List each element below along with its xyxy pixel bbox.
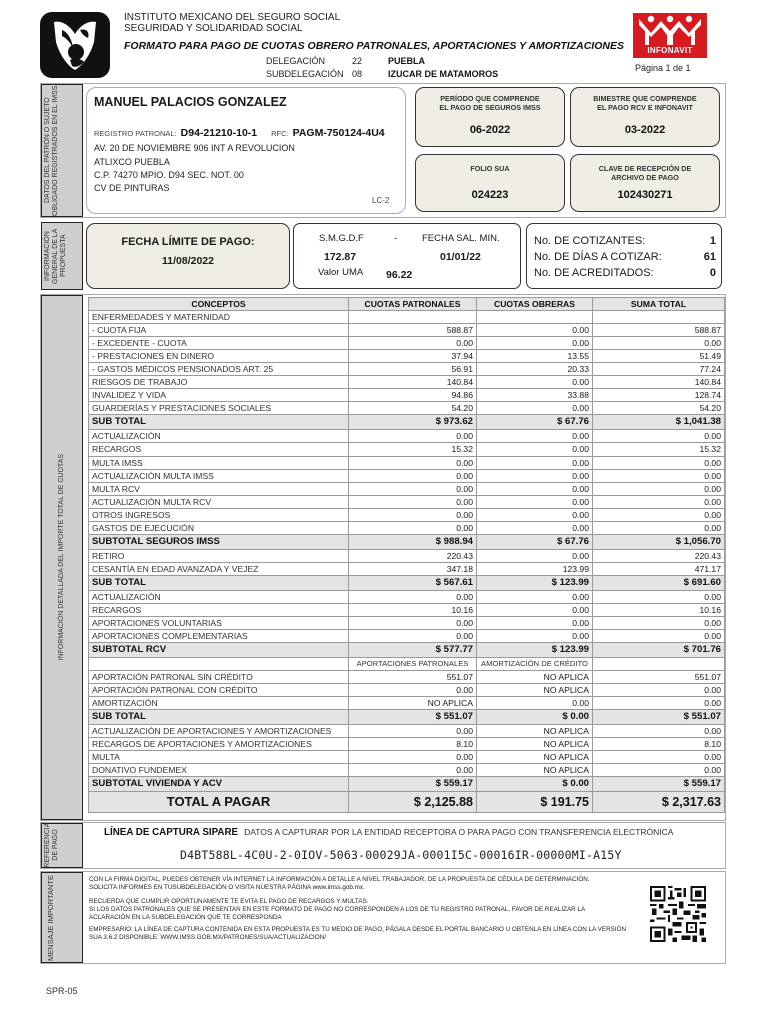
- mensaje-text: [89, 876, 626, 942]
- smgdf-value: 172.87: [324, 251, 357, 263]
- fecha-sal-label: FECHA SAL. MIN.: [422, 233, 500, 244]
- suma-total-cell: 551.07: [593, 671, 725, 684]
- clave-value: 102430271: [617, 189, 673, 201]
- concepto-cell: ACTUALIZACIÓN MULTA IMSS: [89, 469, 349, 482]
- table-row: [89, 443, 725, 456]
- table-row: [89, 495, 725, 508]
- cuotas-patronales-cell: $ 577.77: [349, 643, 477, 658]
- cuotas-obreras-cell: NO APLICA: [477, 671, 593, 684]
- mensaje-p2-line2: SI LOS DATOS PATRONALES QUE SE PRESENTAN EN ESTE FORMATO DE PAGO NO CORRESPONDEN A LOS DE TU REGISTRO PATRONAL, FAVOR DE REALIZAR LA: [89, 906, 586, 913]
- table-row: [89, 630, 725, 643]
- cuotas-obreras-cell: 0.00: [477, 603, 593, 616]
- cuotas-patronales-cell: 0.00: [349, 508, 477, 521]
- cuotas-obreras-cell: NO APLICA: [477, 738, 593, 751]
- suma-total-cell: $ 551.07: [593, 710, 725, 725]
- page-indicator: Página 1 de 1: [635, 63, 691, 73]
- fecha-limite-box: [86, 223, 290, 289]
- cuotas-patronales-cell: 588.87: [349, 324, 477, 337]
- table-row: [89, 616, 725, 629]
- cuotas-obreras-cell: 123.99: [477, 562, 593, 575]
- suma-total-cell: 0.00: [593, 456, 725, 469]
- cuotas-patronales-cell: APORTACIONES PATRONALES: [349, 658, 477, 671]
- cuotas-patronales-cell: 0.00: [349, 630, 477, 643]
- cuotas-patronales-cell: 56.91: [349, 363, 477, 376]
- cuotas-obreras-cell: 0.00: [477, 616, 593, 629]
- concepto-cell: RECARGOS: [89, 443, 349, 456]
- clave-label-2: ARCHIVO DE PAGO: [611, 172, 679, 182]
- header-suma-total: SUMA TOTAL: [593, 298, 725, 311]
- table-row: [89, 363, 725, 376]
- suma-total-cell: 51.49: [593, 350, 725, 363]
- suma-total-cell: 0.00: [593, 725, 725, 738]
- periodo-label-1: PERÍODO QUE COMPRENDE: [440, 94, 540, 103]
- side-label-patron: DATOS DEL PATRÓN O SUJETO OBLIGADO REGISTRADOS EN EL IMSS: [41, 84, 83, 217]
- suma-total-cell: 54.20: [593, 402, 725, 415]
- cuotas-obreras-cell: 20.33: [477, 363, 593, 376]
- fecha-sal-value: 01/01/22: [440, 251, 481, 263]
- subdelegacion-number: 08: [352, 69, 363, 79]
- concepto-cell: RECARGOS: [89, 603, 349, 616]
- cotizantes-box: [526, 223, 722, 289]
- dias-label: No. DE DÍAS A COTIZAR:: [534, 251, 662, 263]
- table-row: [89, 337, 725, 350]
- table-row: [89, 389, 725, 402]
- folio-label: FOLIO SUA: [470, 164, 510, 173]
- subtotal-row: [89, 777, 725, 792]
- suma-total-cell: $ 691.60: [593, 575, 725, 590]
- suma-total-cell: $ 701.76: [593, 643, 725, 658]
- folio-value: 024223: [471, 189, 509, 201]
- concepto-cell: ENFERMEDADES Y MATERNIDAD: [89, 311, 349, 324]
- cuotas-patronales-cell: 37.94: [349, 350, 477, 363]
- suma-total-cell: 15.32: [593, 443, 725, 456]
- cuotas-obreras-cell: NO APLICA: [477, 764, 593, 777]
- cuotas-obreras-cell: 0.00: [477, 402, 593, 415]
- registro-row: [94, 127, 385, 139]
- suma-total-cell: 471.17: [593, 562, 725, 575]
- concepto-cell: APORTACIÓN PATRONAL CON CRÉDITO: [89, 684, 349, 697]
- concepto-cell: DONATIVO FUNDEMEX: [89, 764, 349, 777]
- cuotas-patronales-cell: 140.84: [349, 376, 477, 389]
- table-row: [89, 671, 725, 684]
- suma-total-cell: 0.00: [593, 751, 725, 764]
- cuotas-obreras-cell: $ 191.75: [477, 792, 593, 813]
- delegacion-label: DELEGACIÓN: [266, 56, 326, 66]
- cuotas-obreras-cell: 0.00: [477, 337, 593, 350]
- address-line-2: ATLIXCO PUEBLA: [94, 157, 170, 167]
- concepto-cell: ACTUALIZACIÓN MULTA RCV: [89, 495, 349, 508]
- cuotas-patronales-cell: 94.86: [349, 389, 477, 402]
- smgdf-label: S.M.G.D.F: [319, 233, 364, 244]
- cuotas-patronales-cell: $ 988.94: [349, 534, 477, 549]
- side-label-detalle: INFORMACIÓN DETALLADA DEL IMPORTE TOTAL DE CUOTAS: [41, 295, 83, 820]
- concepto-cell: SUBTOTAL RCV: [89, 643, 349, 658]
- infonavit-logo: [633, 13, 707, 58]
- concepto-cell: SUBTOTAL SEGUROS IMSS: [89, 534, 349, 549]
- cuotas-patronales-cell: 347.18: [349, 562, 477, 575]
- periodo-value: 06-2022: [469, 124, 511, 136]
- bimestre-value: 03-2022: [624, 124, 666, 136]
- suma-total-cell: 220.43: [593, 549, 725, 562]
- suma-total-cell: 0.00: [593, 684, 725, 697]
- bimestre-box: [570, 87, 720, 147]
- mensaje-p3-line2: SUA 3.6.2 DISPONIBLE: WWW.IMSS.GOB.MX/PATRONES/SUA/ACTUALIZACION/: [89, 934, 326, 941]
- concepto-cell: RIESGOS DE TRABAJO: [89, 376, 349, 389]
- cuotas-patronales-cell: 0.00: [349, 337, 477, 350]
- cuotas-obreras-cell: [477, 311, 593, 324]
- concepto-cell: OTROS INGRESOS: [89, 508, 349, 521]
- table-row: [89, 350, 725, 363]
- header-conceptos: CONCEPTOS: [89, 298, 349, 311]
- infonavit-houses-icon: [633, 13, 707, 47]
- subtotal-row: [89, 643, 725, 658]
- suma-total-cell: $ 1,056.70: [593, 534, 725, 549]
- mensaje-p3-line1: EMPRESARIO: LA LÍNEA DE CAPTURA CONTENIDA EN ESTA PROPUESTA ES TU MEDIO DE PAGO, PÁGALA DESDE EL PORTAL BANCARIO U OBTENLA EN LÍNEA CON LA VERSIÓN: [89, 926, 627, 933]
- cuotas-obreras-cell: 33.88: [477, 389, 593, 402]
- cuotas-patronales-cell: 0.00: [349, 521, 477, 534]
- suma-total-cell: $ 1,041.38: [593, 415, 725, 430]
- side-label-referencia: REFERENCIA DE PAGO: [41, 823, 83, 868]
- table-row: [89, 521, 725, 534]
- institution-name: INSTITUTO MEXICANO DEL SEGURO SOCIAL: [124, 12, 341, 23]
- table-row: [89, 376, 725, 389]
- cuotas-obreras-cell: 0.00: [477, 495, 593, 508]
- mensaje-p1-line2: SOLICITA INFORMES EN TUSUBDELEGACIÓN O VISITA NUESTRA PÁGINA www.imss.gob.mx.: [89, 884, 365, 891]
- table-row: [89, 684, 725, 697]
- cuotas-patronales-cell: 0.00: [349, 616, 477, 629]
- side-label-mensaje: MENSAJE IMPORTANTE: [41, 872, 83, 963]
- rfc-value: PAGM-750124-4U4: [292, 127, 385, 139]
- uma-label: Valor UMA: [318, 267, 364, 278]
- suma-total-cell: 0.00: [593, 337, 725, 350]
- subtotal-row: [89, 534, 725, 549]
- cuotas-patronales-cell: 10.16: [349, 603, 477, 616]
- suma-total-cell: 0.00: [593, 521, 725, 534]
- cuotas-table: [88, 297, 725, 813]
- captura-line[interactable]: D4BT588L-4C0U-2-0IOV-5063-00029JA-0001I5C-00016IR-00000MI-A15Y: [180, 848, 622, 862]
- institution-subtitle: SEGURIDAD Y SOLIDARIDAD SOCIAL: [124, 23, 303, 34]
- activity: CV DE PINTURAS: [94, 183, 170, 193]
- concepto-cell: TOTAL A PAGAR: [89, 792, 349, 813]
- cuotas-patronales-cell: NO APLICA: [349, 697, 477, 710]
- suma-total-cell: 0.00: [593, 590, 725, 603]
- folio-box: [415, 154, 565, 212]
- table-row: [89, 725, 725, 738]
- cuotas-obreras-cell: 0.00: [477, 376, 593, 389]
- table-row: [89, 751, 725, 764]
- cuotas-patronales-cell: 54.20: [349, 402, 477, 415]
- cuotas-obreras-cell: $ 0.00: [477, 777, 593, 792]
- rfc-label: RFC:: [271, 129, 289, 138]
- cuotas-obreras-cell: $ 123.99: [477, 575, 593, 590]
- concepto-cell: SUB TOTAL: [89, 710, 349, 725]
- concepto-cell: SUBTOTAL VIVIENDA Y ACV: [89, 777, 349, 792]
- cuotas-obreras-cell: NO APLICA: [477, 725, 593, 738]
- concepto-cell: - PRESTACIONES EN DINERO: [89, 350, 349, 363]
- concepto-cell: SUB TOTAL: [89, 575, 349, 590]
- concepto-cell: - CUOTA FIJA: [89, 324, 349, 337]
- concepto-cell: SUB TOTAL: [89, 415, 349, 430]
- concepto-cell: RECARGOS DE APORTACIONES Y AMORTIZACIONES: [89, 738, 349, 751]
- side-label-general: INFORMACIÓN GENERAL DE LA PROPUESTA: [41, 222, 83, 290]
- dias-value: 61: [703, 251, 716, 263]
- concepto-cell: ACTUALIZACIÓN: [89, 590, 349, 603]
- dash: -: [394, 233, 398, 244]
- subheader-row: [89, 658, 725, 671]
- acreditados-label: No. DE ACREDITADOS:: [534, 267, 654, 279]
- cuotas-obreras-cell: 0.00: [477, 508, 593, 521]
- cuotas-obreras-cell: 0.00: [477, 324, 593, 337]
- suma-total-cell: 0.00: [593, 697, 725, 710]
- header-cuotas-patronales: CUOTAS PATRONALES: [349, 298, 477, 311]
- clave-box: [570, 154, 720, 212]
- address-line-3: C.P. 74270 MPIO. D94 SEC. NOT. 00: [94, 170, 244, 180]
- concepto-cell: INVALIDEZ Y VIDA: [89, 389, 349, 402]
- imss-logo: [40, 12, 110, 78]
- cuotas-patronales-cell: 0.00: [349, 751, 477, 764]
- cuotas-patronales-cell: 15.32: [349, 443, 477, 456]
- subtotal-row: [89, 415, 725, 430]
- cuotas-obreras-cell: 0.00: [477, 549, 593, 562]
- suma-total-cell: 128.74: [593, 389, 725, 402]
- cuotas-patronales-cell: 8.10: [349, 738, 477, 751]
- cuotas-patronales-cell: $ 973.62: [349, 415, 477, 430]
- concepto-cell: APORTACIONES COMPLEMENTARIAS: [89, 630, 349, 643]
- subtotal-row: [89, 710, 725, 725]
- concepto-cell: APORTACIONES VOLUNTARIAS: [89, 616, 349, 629]
- cuotas-patronales-cell: 0.00: [349, 495, 477, 508]
- cuotas-obreras-cell: $ 67.76: [477, 534, 593, 549]
- captura-description: DATOS A CAPTURAR POR LA ENTIDAD RECEPTORA O PARA PAGO CON TRANSFERENCIA ELECTRÓNICA: [244, 827, 674, 837]
- table-row: [89, 469, 725, 482]
- mensaje-p1-line1: CON LA FIRMA DIGITAL, PUEDES OBTENER VÍA INTERNET LA INFORMACIÓN A DETALLE A NIVEL TRABAJADOR, DE LA PROPUESTA DE CÉDULA DE DETERMINACIÓN.: [89, 876, 590, 883]
- infonavit-logo-text: INFONAVIT: [647, 46, 693, 55]
- cuotas-patronales-cell: 551.07: [349, 671, 477, 684]
- mensaje-p2-line3: ACLARACIÓN EN LA SUBDELEGACIÓN QUE TE CORRESPONDA: [89, 914, 282, 921]
- cuotas-obreras-cell: 0.00: [477, 430, 593, 443]
- table-row: [89, 311, 725, 324]
- bimestre-label-1: BIMESTRE QUE COMPRENDE: [593, 94, 697, 103]
- subdelegacion-name: IZUCAR DE MATAMOROS: [388, 69, 499, 79]
- cuotas-obreras-cell: 0.00: [477, 482, 593, 495]
- suma-total-cell: 0.00: [593, 508, 725, 521]
- delegacion-number: 22: [352, 56, 363, 66]
- suma-total-cell: $ 2,317.63: [593, 792, 725, 813]
- delegacion-name: PUEBLA: [388, 56, 426, 66]
- concepto-cell: MULTA RCV: [89, 482, 349, 495]
- cuotas-obreras-cell: 0.00: [477, 456, 593, 469]
- cuotas-patronales-cell: 0.00: [349, 430, 477, 443]
- table-row: [89, 324, 725, 337]
- concepto-cell: ACTUALIZACIÓN: [89, 430, 349, 443]
- table-row: [89, 430, 725, 443]
- cuotas-patronales-cell: $ 2,125.88: [349, 792, 477, 813]
- cuotas-patronales-cell: 0.00: [349, 456, 477, 469]
- cuotas-obreras-cell: 0.00: [477, 443, 593, 456]
- table-row: [89, 549, 725, 562]
- uma-value: 96.22: [386, 269, 413, 281]
- periodo-box: [415, 87, 565, 147]
- cuotas-obreras-cell: NO APLICA: [477, 751, 593, 764]
- suma-total-cell: 588.87: [593, 324, 725, 337]
- suma-total-cell: 0.00: [593, 616, 725, 629]
- suma-total-cell: 77.24: [593, 363, 725, 376]
- cuotas-patronales-cell: 0.00: [349, 684, 477, 697]
- suma-total-cell: 0.00: [593, 482, 725, 495]
- bimestre-label-2: EL PAGO RCV E INFONAVIT: [597, 102, 693, 112]
- suma-total-cell: 0.00: [593, 764, 725, 777]
- cuotas-obreras-cell: AMORTIZACIÓN DE CRÉDITO: [477, 658, 593, 671]
- suma-total-cell: 0.00: [593, 430, 725, 443]
- subtotal-row: [89, 575, 725, 590]
- cuotas-patronales-cell: $ 559.17: [349, 777, 477, 792]
- cuotas-patronales-cell: [349, 311, 477, 324]
- concepto-cell: GASTOS DE EJECUCIÓN: [89, 521, 349, 534]
- suma-total-cell: 0.00: [593, 469, 725, 482]
- cuotas-obreras-cell: 13.55: [477, 350, 593, 363]
- suma-total-cell: $ 559.17: [593, 777, 725, 792]
- suma-total-cell: 140.84: [593, 376, 725, 389]
- table-row: [89, 590, 725, 603]
- cuotas-obreras-cell: $ 0.00: [477, 710, 593, 725]
- mensaje-p2-line1: RECUERDA QUE CUMPLIR OPORTUNAMENTE TE EVITA EL PAGO DE RECARGOS Y MULTAS.: [89, 898, 369, 905]
- cuotas-obreras-cell: $ 67.76: [477, 415, 593, 430]
- subdelegacion-label: SUBDELEGACIÓN: [266, 69, 344, 79]
- concepto-cell: CESANTÍA EN EDAD AVANZADA Y VEJEZ: [89, 562, 349, 575]
- concepto-cell: - EXCEDENTE - CUOTA: [89, 337, 349, 350]
- captura-header: [104, 827, 673, 838]
- captura-title: LÍNEA DE CAPTURA SIPARE: [104, 827, 239, 838]
- table-row: [89, 402, 725, 415]
- table-header-row: [89, 298, 725, 311]
- lc-code: LC-2: [372, 196, 390, 205]
- table-row: [89, 764, 725, 777]
- cuotas-patronales-cell: 0.00: [349, 725, 477, 738]
- form-title: FORMATO PARA PAGO DE CUOTAS OBRERO PATRONALES, APORTACIONES Y AMORTIZACIONES: [124, 40, 624, 52]
- cuotas-patronales-cell: 220.43: [349, 549, 477, 562]
- header-cuotas-obreras: CUOTAS OBRERAS: [477, 298, 593, 311]
- cuotas-patronales-cell: 0.00: [349, 764, 477, 777]
- fecha-limite-label: FECHA LÍMITE DE PAGO:: [121, 236, 255, 248]
- table-row: [89, 456, 725, 469]
- cuotas-obreras-cell: 0.00: [477, 590, 593, 603]
- concepto-cell: - GASTOS MÉDICOS PENSIONADOS ART. 25: [89, 363, 349, 376]
- table-row: [89, 508, 725, 521]
- suma-total-cell: 10.16: [593, 603, 725, 616]
- concepto-cell: RETIRO: [89, 549, 349, 562]
- cuotas-obreras-cell: 0.00: [477, 697, 593, 710]
- concepto-cell: [89, 658, 349, 671]
- table-row: [89, 603, 725, 616]
- cuotas-obreras-cell: $ 123.99: [477, 643, 593, 658]
- suma-total-cell: 0.00: [593, 630, 725, 643]
- periodo-label-2: EL PAGO DE SEGUROS IMSS: [439, 102, 541, 112]
- cuotas-obreras-cell: 0.00: [477, 469, 593, 482]
- patron-name: MANUEL PALACIOS GONZALEZ: [94, 95, 287, 109]
- cuotas-obreras-cell: NO APLICA: [477, 684, 593, 697]
- concepto-cell: APORTACIÓN PATRONAL SIN CRÉDITO: [89, 671, 349, 684]
- address-line-1: AV. 20 DE NOVIEMBRE 906 INT A REVOLUCION: [94, 143, 295, 153]
- table-row: [89, 697, 725, 710]
- suma-total-cell: [593, 658, 725, 671]
- cuotas-patronales-cell: $ 567.61: [349, 575, 477, 590]
- concepto-cell: AMORTIZACIÓN: [89, 697, 349, 710]
- concepto-cell: ACTUALIZACIÓN DE APORTACIONES Y AMORTIZACIONES: [89, 725, 349, 738]
- cotizantes-label: No. DE COTIZANTES:: [534, 235, 646, 247]
- concepto-cell: GUARDERÍAS Y PRESTACIONES SOCIALES: [89, 402, 349, 415]
- suma-total-cell: [593, 311, 725, 324]
- salario-box: [293, 223, 521, 289]
- cuotas-patronales-cell: $ 551.07: [349, 710, 477, 725]
- cuotas-patronales-cell: 0.00: [349, 482, 477, 495]
- cuotas-obreras-cell: 0.00: [477, 521, 593, 534]
- suma-total-cell: 8.10: [593, 738, 725, 751]
- cuotas-patronales-cell: 0.00: [349, 590, 477, 603]
- concepto-cell: MULTA IMSS: [89, 456, 349, 469]
- qr-code-icon: [650, 886, 706, 942]
- table-row: [89, 562, 725, 575]
- cotizantes-value: 1: [709, 235, 716, 247]
- cuotas-obreras-cell: 0.00: [477, 630, 593, 643]
- form-code: SPR-05: [46, 986, 78, 996]
- acreditados-value: 0: [709, 267, 716, 279]
- concepto-cell: MULTA: [89, 751, 349, 764]
- clave-label-1: CLAVE DE RECEPCIÓN DE: [598, 164, 692, 173]
- suma-total-cell: 0.00: [593, 495, 725, 508]
- table-row: [89, 738, 725, 751]
- total-row: [89, 792, 725, 813]
- table-row: [89, 482, 725, 495]
- fecha-limite-value: 11/08/2022: [162, 255, 214, 267]
- registro-label: REGISTRO PATRONAL:: [94, 129, 177, 138]
- cuotas-patronales-cell: 0.00: [349, 469, 477, 482]
- registro-value: D94-21210-10-1: [180, 127, 258, 139]
